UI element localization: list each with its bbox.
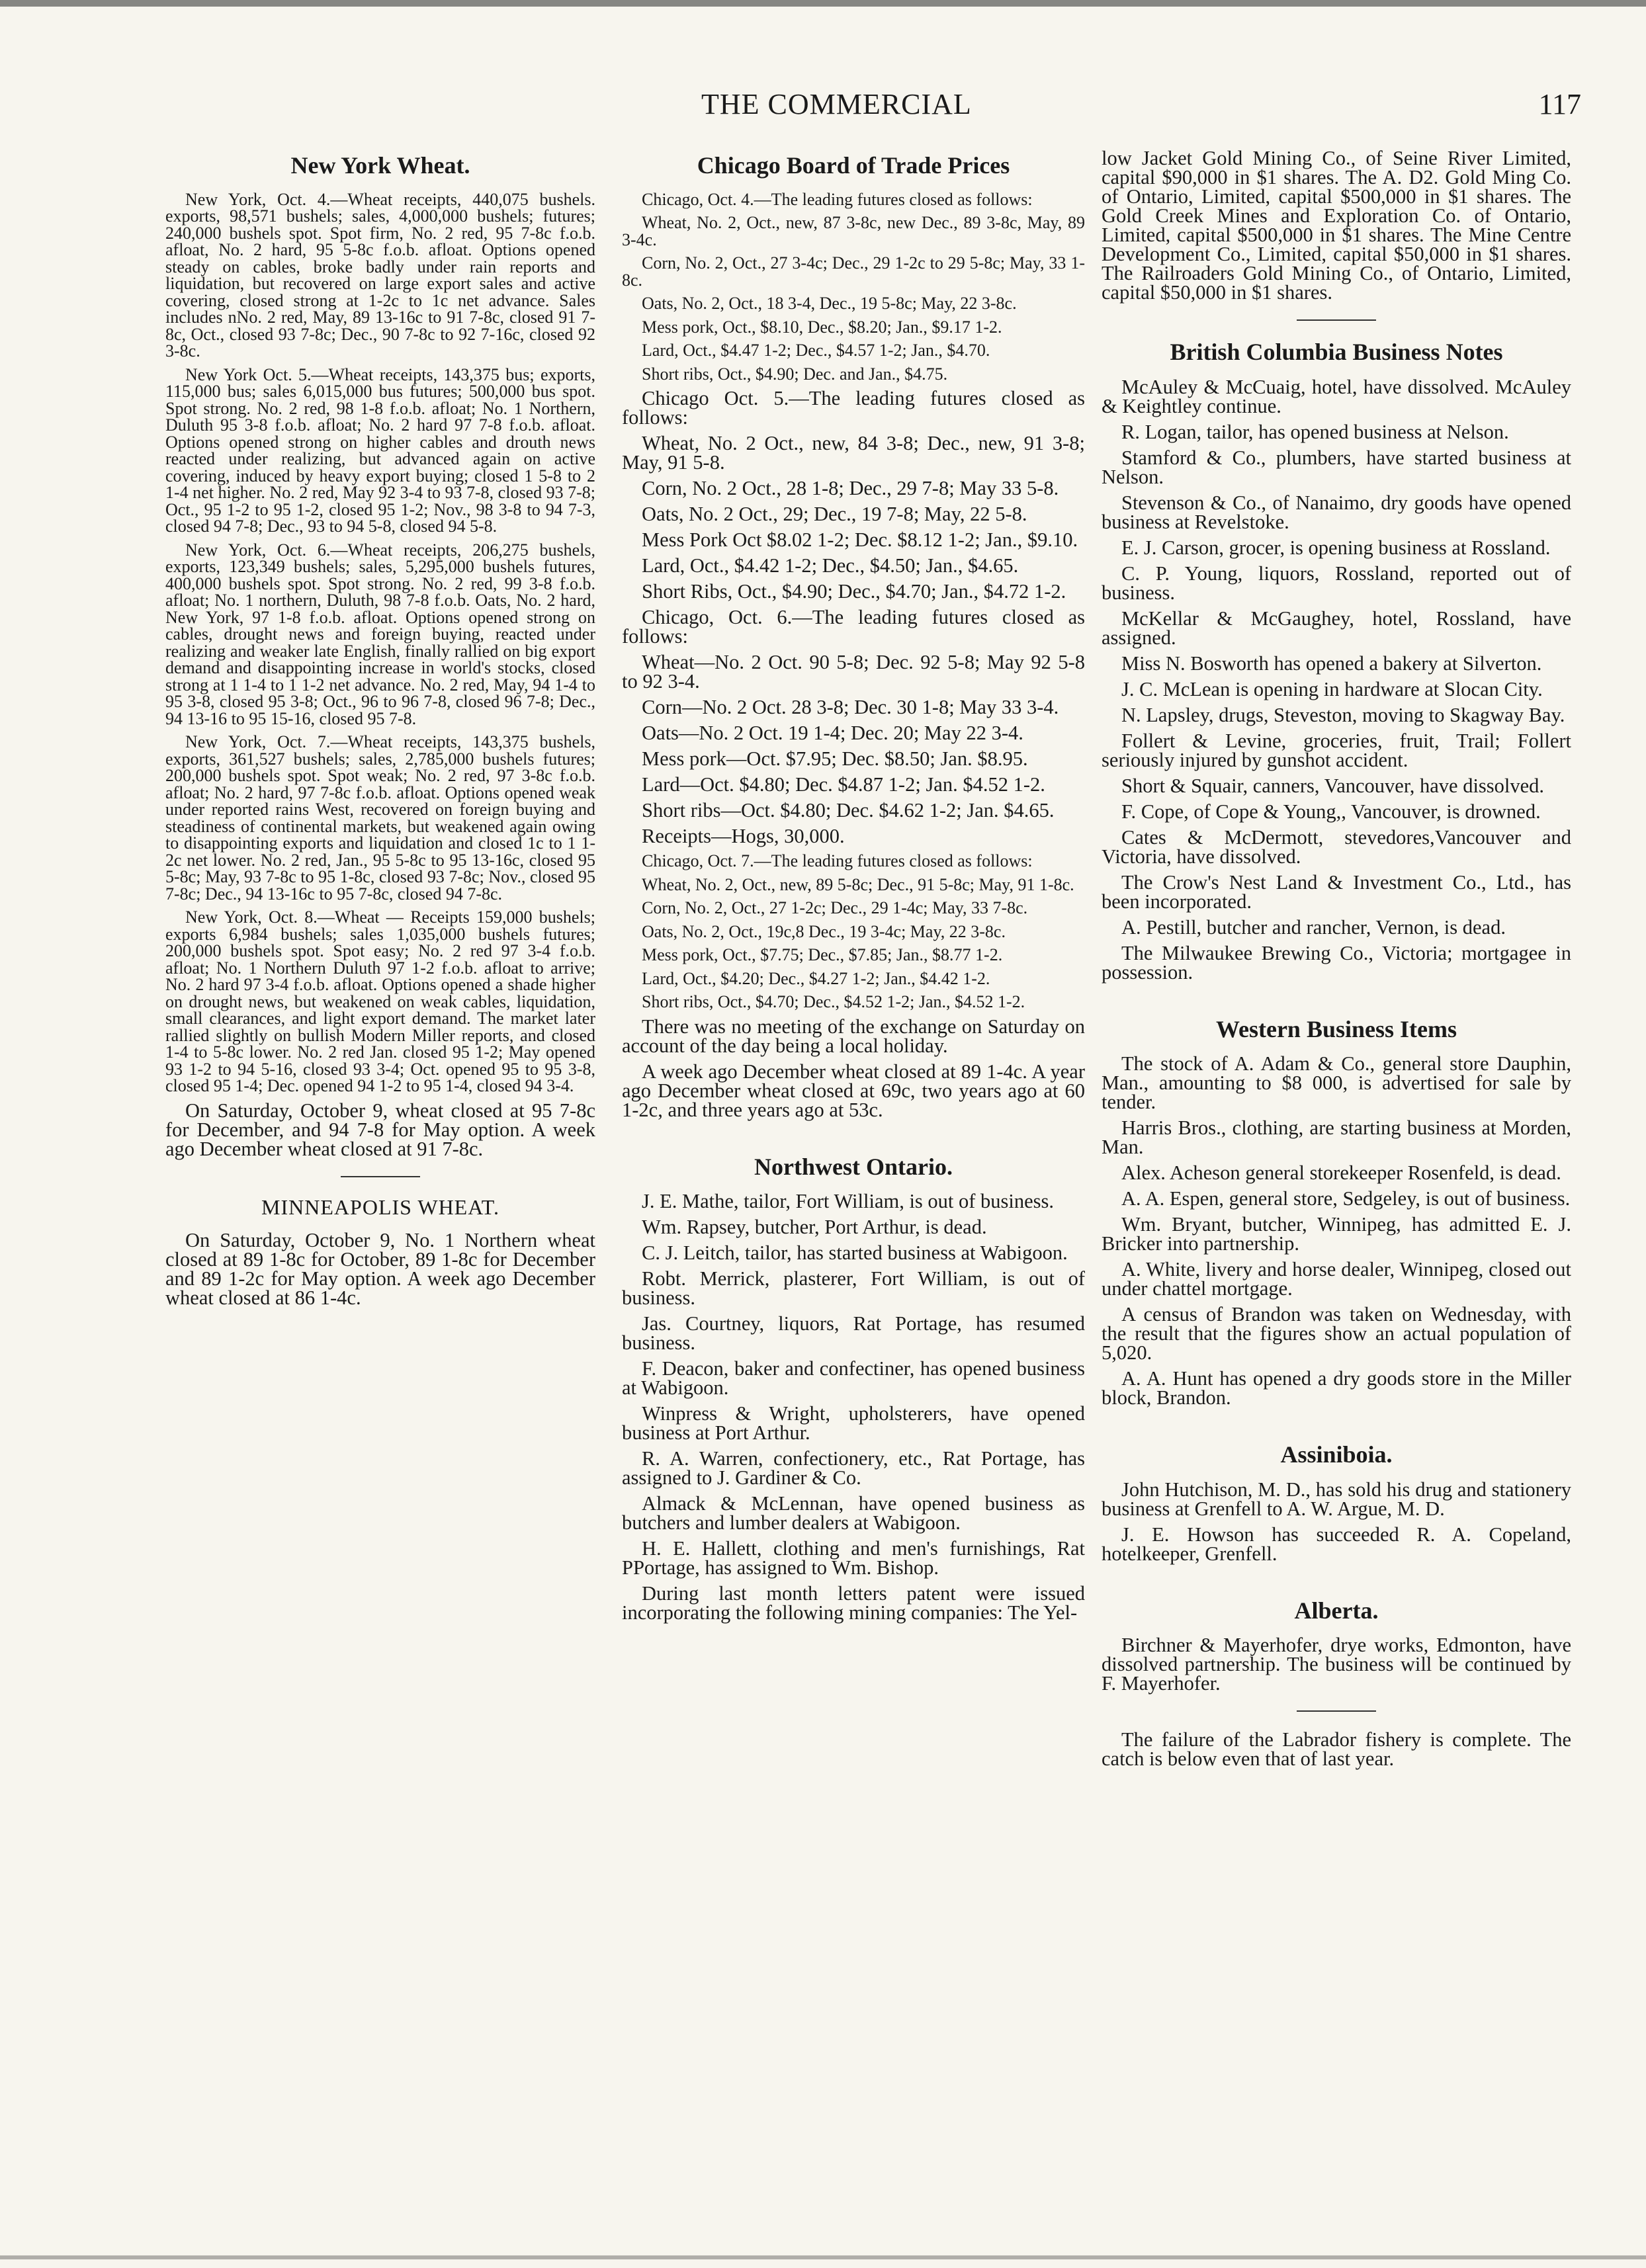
masthead-title: THE COMMERCIAL <box>701 88 972 120</box>
price-line: Oats—No. 2 Oct. 19 1-4; Dec. 20; May 22 3-4. <box>642 722 1023 745</box>
news-item: The failure of the Labrador fishery is complete. The catch is below even that of last year. <box>1102 1728 1571 1771</box>
news-item: Miss N. Bosworth has opened a bakery at Silverton. <box>1121 651 1542 675</box>
news-item: A. Pestill, butcher and rancher, Vernon, is dead. <box>1121 915 1506 939</box>
news-item: Short & Squair, canners, Vancouver, have dissolved. <box>1121 774 1545 797</box>
news-item: The Milwaukee Brewing Co., Victoria; mortgagee in possession. <box>1102 941 1571 984</box>
price-line: Corn—No. 2 Oct. 28 3-8; Dec. 30 1-8; May 33 3-4. <box>642 696 1059 719</box>
price-line: Short Ribs, Oct., $4.90; Dec., $4.70; Jan., $4.72 1-2. <box>642 580 1066 603</box>
column-1 <box>165 149 595 2199</box>
price-line: Oats, No. 2, Oct., 18 3-4, Dec., 19 5-8c; May, 22 3-8c. <box>642 294 1017 314</box>
news-item: A. A. Espen, general store, Sedgeley, is out of business. <box>1121 1187 1571 1210</box>
news-item: Harris Bros., clothing, are starting business at Morden, Man. <box>1102 1116 1571 1159</box>
news-item: Stamford & Co., plumbers, have started business at Nelson. <box>1102 446 1571 488</box>
news-item: H. E. Hallett, clothing and men's furnishings, Rat PPortage, has assigned to Wm. Bishop. <box>622 1537 1085 1579</box>
price-line: Lard, Oct., $4.47 1-2; Dec., $4.57 1-2; Jan., $4.70. <box>642 341 990 360</box>
ny-wheat-reports <box>165 191 595 1095</box>
price-line: Corn, No. 2, Oct., 27 3-4c; Dec., 29 1-2c to 29 5-8c; May, 33 1-8c. <box>622 253 1085 290</box>
price-line: Oats, No. 2, Oct., 19c,8 Dec., 19 3-4c; May, 22 3-8c. <box>642 921 1006 941</box>
section-heading-chicago-board: Chicago Board of Trade Prices <box>697 152 1010 179</box>
news-item: Wm. Bryant, butcher, Winnipeg, has admitted E. J. Bricker into partnership. <box>1102 1213 1571 1255</box>
paragraph: New York, Oct. 4.—Wheat receipts, 440,075 bushels. exports, 98,571 bushels; sales, 4,000,000 bushels; futures; 240,000 bushels spot. Spot firm, No. 2 red, 95 7-8c f.o.b. afloat, No. 2 hard, 95 5-8c f.o.b. afloat. Options opened steady on cables, broke badly under rain reports and liquidation, but recovered on large export sales and active covering, closed strong at 1-2c to 1c net advance. Sales includes nNo. 2 red, May, 89 13-16c to 91 7-8c, closed 91 7-8c, Oct., closed 93 7-8c; Dec., 90 7-8c to 92 7-16c, closed 92 3-8c. <box>165 189 595 361</box>
paragraph: New York Oct. 5.—Wheat receipts, 143,375 bus; exports, 115,000 bus; sales 6,015,000 bus futures; 500,000 bus spot. Spot strong. No. 2 red, 98 1-8 f.o.b. afloat; No. 1 Northern, Duluth 95 3-8 f.o.b. afloat; No. 2 hard 97 7-8 f.o.b. afloat. Options opened strong on higher cables and drouth news reacted under realizing, but advanced again on active covering, induced by heavy export buying; closed 1 5-8 to 2 1-4 net higher. No. 2 red, May 92 3-4 to 93 7-8, closed 93 7-8; Oct., 95 1-2 to 95 1-2, closed 95 1-2; Nov., 98 3-8 to 94 7-3, closed 94 7-8; Dec., 93 to 94 5-8, closed 94 5-8. <box>165 364 595 536</box>
divider <box>341 1176 420 1177</box>
news-item: During last month letters patent were issued incorporating the following mining companies: The Yel- <box>622 1582 1085 1624</box>
news-item: The Crow's Nest Land & Investment Co., Ltd., has been incorporated. <box>1102 870 1571 913</box>
price-line: Short ribs, Oct., $4.90; Dec. and Jan., $4.75. <box>642 364 948 384</box>
paragraph-continued: low Jacket Gold Mining Co., of Seine River Limited, capital $90,000 in $1 shares. The A. D2. Gold Ming Co. of Ontario, Limited, capital $500,000 in $1 shares. The Gold Creek Mines and Exploration Co. of Ontario, Limited, capital $500,000 in $1 shares. The Mine Centre Development Co., Limited, capital $50,000 in $1 shares. The Railroaders Gold Mining Co., of Ontario, Limited, capital $50,000 in $1 shares. <box>1102 149 1571 304</box>
news-item: Almack & McLennan, have opened business as butchers and lumber dealers at Wabigoon. <box>622 1492 1085 1534</box>
page-number: 117 <box>1538 88 1581 120</box>
section-heading-new-york-wheat: New York Wheat. <box>290 152 470 179</box>
divider <box>1297 319 1376 321</box>
price-line: Short ribs—Oct. $4.80; Dec. $4.62 1-2; Jan. $4.65. <box>642 799 1055 822</box>
news-item: J. C. McLean is opening in hardware at Slocan City. <box>1121 677 1543 700</box>
news-item: A. White, livery and horse dealer, Winnipeg, closed out under chattel mortgage. <box>1102 1258 1571 1300</box>
paragraph: New York, Oct. 6.—Wheat receipts, 206,275 bushels, exports, 123,349 bushels; sales, 5,295,000 bushels futures, 400,000 bushels spot. Spot strong. No. 2 red, 99 3-8 f.o.b. afloat; No. 1 northern, Duluth, 98 7-8 f.o.b. Oats, No. 2 hard, New York, 97 1-8 f.o.b. afloat. Options opened strong on cables, drought news and foreign buying, reacted under realizing and weaker late English, finally rallied on big export demand and disappointing increase in world's stocks, closed strong at 1 1-4 to 1 1-2 net advance. No. 2 red, May, 94 1-4 to 95 3-8, closed 95 3-8; Oct., 96 to 96 7-8, closed 96 7-8; Dec., 94 13-16 to 95 15-16, closed 95 7-8. <box>165 540 595 728</box>
price-line: Mess pork, Oct., $8.10, Dec., $8.20; Jan., $9.17 1-2. <box>642 317 1002 337</box>
price-line: Mess pork—Oct. $7.95; Dec. $8.50; Jan. $8.95. <box>642 747 1028 771</box>
news-item: C. J. Leitch, tailor, has started business at Wabigoon. <box>642 1241 1068 1265</box>
price-line: Lard—Oct. $4.80; Dec. $4.87 1-2; Jan. $4.52 1-2. <box>642 773 1045 796</box>
price-line: Short ribs, Oct., $4.70; Dec., $4.52 1-2; Jan., $4.52 1-2. <box>642 992 1025 1012</box>
section-heading-alberta: Alberta. <box>1294 1597 1379 1624</box>
spacer <box>1102 1414 1571 1438</box>
price-line: Receipts—Hogs, 30,000. <box>642 825 845 848</box>
section-heading-assiniboia: Assiniboia. <box>1280 1441 1393 1468</box>
news-item: J. E. Howson has succeeded R. A. Copeland, hotelkeeper, Grenfell. <box>1102 1523 1571 1565</box>
price-line: Oats, No. 2 Oct., 29; Dec., 19 7-8; May, 22 5-8. <box>642 503 1027 526</box>
news-item: R. A. Warren, confectionery, etc., Rat Portage, has assigned to J. Gardiner & Co. <box>622 1447 1085 1490</box>
news-item: C. P. Young, liquors, Rossland, reported out of business. <box>1102 562 1571 604</box>
paragraph: Chicago, Oct. 6.—The leading futures closed as follows: <box>622 606 1085 648</box>
news-item: Robt. Merrick, plasterer, Fort William, is out of business. <box>622 1267 1085 1310</box>
price-line: Wheat, No. 2, Oct., new, 87 3-8c, new Dec., 89 3-8c, May, 89 3-4c. <box>622 213 1085 249</box>
spacer <box>1102 1570 1571 1594</box>
news-item: Winpress & Wright, upholsterers, have opened business at Port Arthur. <box>622 1402 1085 1445</box>
news-item: Stevenson & Co., of Nanaimo, dry goods have opened business at Revelstoke. <box>1102 491 1571 533</box>
news-item: The stock of A. Adam & Co., general store Dauphin, Man., amounting to $8 000, is advertised for sale by tender. <box>1102 1052 1571 1114</box>
news-item: Wm. Rapsey, butcher, Port Arthur, is dead. <box>642 1216 987 1239</box>
price-line: Wheat, No. 2 Oct., new, 84 3-8; Dec., new, 91 3-8; May, 91 5-8. <box>622 432 1085 474</box>
section-heading-western-business: Western Business Items <box>1215 1015 1457 1042</box>
news-item: E. J. Carson, grocer, is opening business at Rossland. <box>1121 536 1551 559</box>
price-line: Wheat—No. 2 Oct. 90 5-8; Dec. 92 5-8; May 92 5-8 to 92 3-4. <box>622 651 1085 693</box>
news-item: Cates & McDermott, stevedores,Vancouver and Victoria, have dissolved. <box>1102 825 1571 868</box>
chicago-price-reports <box>622 191 1085 383</box>
news-item: McKellar & McGaughey, hotel, Rossland, have assigned. <box>1102 607 1571 649</box>
paragraph: New York, Oct. 8.—Wheat — Receipts 159,000 bushels; exports 6,984 bushels; sales 1,035,000 bushels futures; 200,000 bushels spot. Spot easy; No. 2 red 97 3-4 f.o.b. afloat; No. 1 Northern Duluth 97 1-2 f.o.b. afloat to arrive; No. 2 hard 97 3-4 f.o.b. afloat. Options opened a shade higher on drought news, but weakened on weak cables, liquidation, small clearances, and light export demand. The market later rallied slightly on bullish Modern Miller reports, and closed 1-4 to 5-8c lower. No. 2 red Jan. closed 95 1-2; May opened 93 1-2 to 94 5-16, closed 93 3-4; Oct. opened 95 to 95 3-8, closed 95 1-4; Dec. opened 94 1-2 to 95 1-4, closed 94 3-4. <box>165 907 595 1096</box>
section-heading-minneapolis-wheat: MINNEAPOLIS WHEAT. <box>261 1195 499 1219</box>
chicago-price-reports-oct7 <box>622 853 1085 1011</box>
bottom-border <box>0 2255 1646 2259</box>
spacer <box>622 1126 1085 1150</box>
paragraph: Chicago, Oct. 4.—The leading futures closed as follows: <box>642 189 1033 209</box>
column-3 <box>1102 149 1571 2199</box>
section-heading-british-columbia: British Columbia Business Notes <box>1170 339 1503 365</box>
section-heading-northwest-ontario: Northwest Ontario. <box>754 1153 953 1180</box>
paragraph: Chicago Oct. 5.—The leading futures closed as follows: <box>622 387 1085 429</box>
paragraph: There was no meeting of the exchange on Saturday on account of the day being a local holiday. <box>622 1015 1085 1057</box>
news-item: J. E. Mathe, tailor, Fort William, is out of business. <box>642 1190 1055 1213</box>
column-2 <box>622 149 1085 2199</box>
news-item: F. Deacon, baker and confectiner, has opened business at Wabigoon. <box>622 1357 1085 1400</box>
price-line: Wheat, No. 2, Oct., new, 89 5-8c; Dec., 91 5-8c; May, 91 1-8c. <box>642 874 1074 894</box>
news-item: Jas. Courtney, liquors, Rat Portage, has resumed business. <box>622 1312 1085 1355</box>
paragraph: On Saturday, October 9, wheat closed at 95 7-8c for December, and 94 7-8 for May option. A week ago December wheat closed at 91 7-8c. <box>165 1099 595 1160</box>
price-line: Corn, No. 2, Oct., 27 1-2c; Dec., 29 1-4c; May, 33 7-8c. <box>642 898 1028 918</box>
price-line: Lard, Oct., $4.20; Dec., $4.27 1-2; Jan., $4.42 1-2. <box>642 968 990 988</box>
news-item: F. Cope, of Cope & Young,, Vancouver, is drowned. <box>1121 800 1541 823</box>
news-item: John Hutchison, M. D., has sold his drug and stationery business at Grenfell to A. W. Argue, M. D. <box>1102 1478 1571 1520</box>
paragraph: On Saturday, October 9, No. 1 Northern wheat closed at 89 1-8c for October, 89 1-8c for December and 89 1-2c for May option. A week ago December wheat closed at 86 1-4c. <box>165 1228 595 1309</box>
top-border <box>0 0 1646 7</box>
news-item: A. A. Hunt has opened a dry goods store in the Miller block, Brandon. <box>1102 1367 1571 1409</box>
news-item: Alex. Acheson general storekeeper Rosenfeld, is dead. <box>1121 1161 1561 1185</box>
news-item: McAuley & McCuaig, hotel, have dissolved. McAuley & Keightley continue. <box>1102 375 1571 417</box>
paragraph: New York, Oct. 7.—Wheat receipts, 143,375 bushels, exports, 361,527 bushels; sales, 2,785,000 bushels futures; 200,000 bushels spot. Spot weak; No. 2 red, 97 3-8c f.o.b. afloat; No. 2 hard, 97 7-8c f.o.b. afloat. Options opened weak under reported rains West, recovered on foreign buying and steadiness of continental markets, but weakened again owing to disappointing exports and liquidation and closed 1c to 1 1-2c net lower. No. 2 red, Jan., 95 5-8c to 95 13-16c, closed 95 5-8c; May, 93 7-8c to 95 1-8c, closed 93 7-8c; Nov., closed 95 7-8c; Dec., 94 13-16c to 95 7-8c, closed 94 7-8c. <box>165 732 595 903</box>
news-item: R. Logan, tailor, has opened business at Nelson. <box>1121 420 1509 443</box>
paragraph: A week ago December wheat closed at 89 1-4c. A year ago December wheat closed at 69c, two years ago at 60 1-2c, and three years ago at 53c. <box>622 1060 1085 1121</box>
news-item: A census of Brandon was taken on Wednesday, with the result that the figures show an actual population of 5,020. <box>1102 1303 1571 1365</box>
news-item: Follert & Levine, groceries, fruit, Trail; Follert seriously injured by gunshot accident. <box>1102 729 1571 771</box>
price-line: Lard, Oct., $4.42 1-2; Dec., $4.50; Jan., $4.65. <box>642 554 1019 577</box>
news-item: Birchner & Mayerhofer, drye works, Edmonton, have dissolved partnership. The business will be continued by F. Mayerhofer. <box>1102 1634 1571 1695</box>
price-line: Corn, No. 2 Oct., 28 1-8; Dec., 29 7-8; May 33 5-8. <box>642 477 1059 500</box>
price-line: Mess Pork Oct $8.02 1-2; Dec. $8.12 1-2; Jan., $9.10. <box>642 528 1078 552</box>
paragraph: Chicago, Oct. 7.—The leading futures closed as follows: <box>642 851 1033 871</box>
page-header <box>622 87 1614 127</box>
spacer <box>1102 989 1571 1013</box>
divider <box>1297 1710 1376 1712</box>
price-line: Mess pork, Oct., $7.75; Dec., $7.85; Jan., $8.77 1-2. <box>642 945 1003 965</box>
news-item: N. Lapsley, drugs, Steveston, moving to Skagway Bay. <box>1121 703 1565 726</box>
